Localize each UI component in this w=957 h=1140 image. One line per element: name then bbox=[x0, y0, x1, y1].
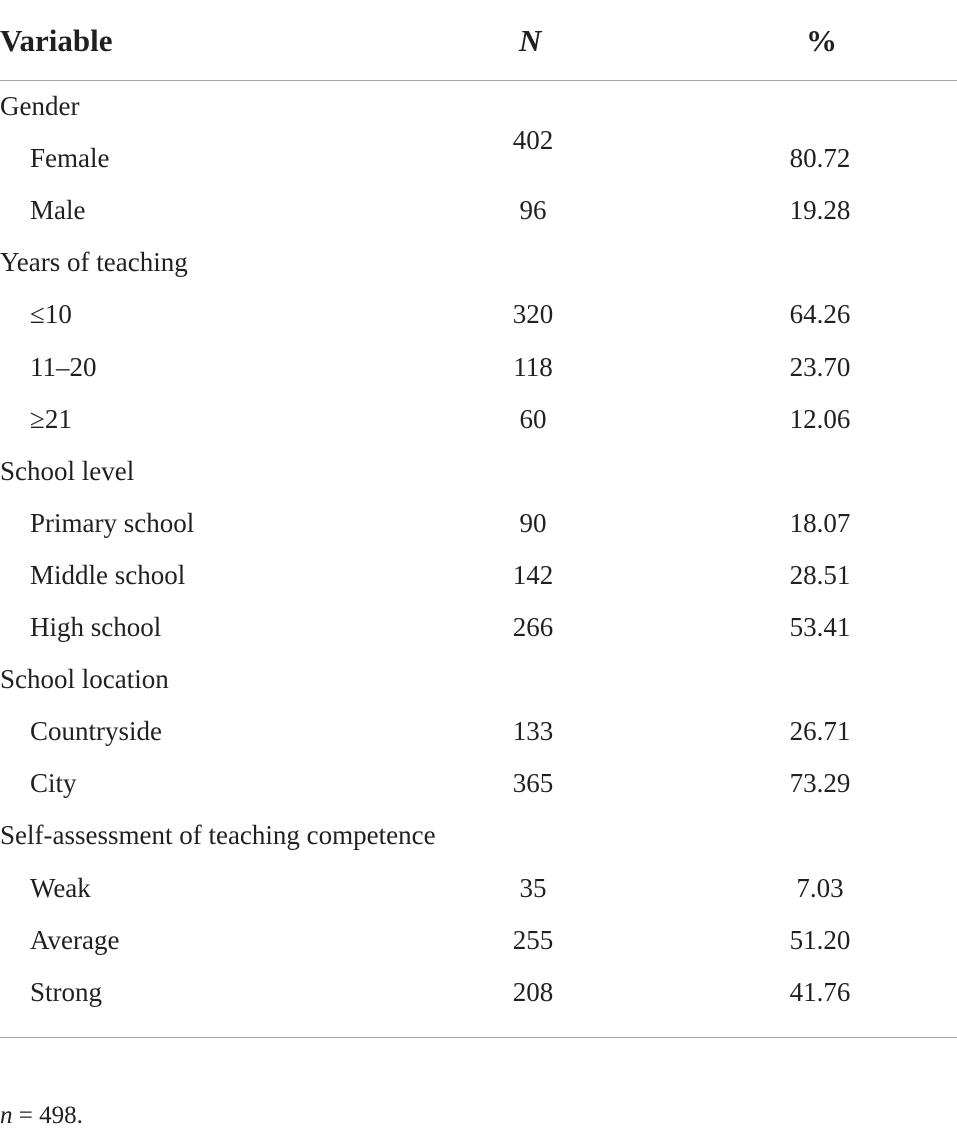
row-label: High school bbox=[30, 612, 162, 642]
row-label: 11–20 bbox=[30, 351, 97, 382]
row-n-value: 320 bbox=[512, 299, 554, 330]
row-percent-value: 18.07 bbox=[789, 507, 851, 538]
table-group-row bbox=[0, 653, 957, 705]
table-header bbox=[0, 0, 957, 81]
header-percent: % bbox=[806, 23, 837, 58]
row-label: Self-assessment of teaching competence bbox=[0, 820, 436, 851]
row-percent-value: 12.06 bbox=[789, 403, 851, 434]
row-n-value: 365 bbox=[512, 768, 554, 799]
table-bottom-rule bbox=[0, 1037, 957, 1038]
table-footnote bbox=[0, 1099, 83, 1133]
row-n-value: 133 bbox=[512, 716, 554, 747]
table-group-row bbox=[0, 236, 957, 288]
row-percent-value: 19.28 bbox=[789, 195, 851, 226]
table-row bbox=[0, 757, 957, 809]
row-label: ≥21 bbox=[30, 403, 72, 434]
row-n-value: 90 bbox=[519, 507, 547, 538]
table-row bbox=[0, 125, 957, 184]
row-n-value: 402 bbox=[512, 125, 554, 156]
row-percent-value: 53.41 bbox=[789, 612, 851, 642]
table-group-row bbox=[0, 80, 957, 132]
row-percent-value: 73.29 bbox=[789, 768, 851, 799]
row-percent-value: 23.70 bbox=[789, 351, 851, 382]
row-label: Primary school bbox=[30, 507, 195, 538]
row-percent-value: 41.76 bbox=[789, 976, 851, 1007]
row-n-value: 60 bbox=[519, 403, 547, 434]
row-percent-value: 28.51 bbox=[789, 559, 851, 590]
row-label: Countryside bbox=[30, 716, 162, 747]
row-label: School location bbox=[0, 664, 169, 695]
table-row bbox=[0, 914, 957, 966]
row-label: Strong bbox=[30, 976, 103, 1007]
header-variable: Variable bbox=[0, 23, 113, 58]
table-row bbox=[0, 288, 957, 340]
table-row bbox=[0, 393, 957, 445]
row-label: Average bbox=[30, 924, 120, 955]
table-row bbox=[0, 549, 957, 601]
row-percent-value: 51.20 bbox=[789, 924, 851, 955]
table-row bbox=[0, 862, 957, 914]
table-row bbox=[0, 497, 957, 549]
row-label: Weak bbox=[30, 872, 91, 903]
row-percent-value: 26.71 bbox=[789, 716, 851, 747]
table-row bbox=[0, 601, 957, 653]
row-n-value: 142 bbox=[512, 559, 554, 590]
row-label: Middle school bbox=[30, 559, 186, 590]
row-n-value: 118 bbox=[513, 351, 553, 382]
table-row bbox=[0, 705, 957, 757]
row-label: City bbox=[30, 768, 77, 799]
row-percent-value: 80.72 bbox=[789, 143, 851, 174]
table-group-row bbox=[0, 445, 957, 497]
row-percent-value: 7.03 bbox=[796, 872, 844, 903]
row-label: Male bbox=[30, 195, 86, 226]
row-n-value: 266 bbox=[512, 612, 554, 642]
row-label: Female bbox=[30, 143, 110, 174]
row-n-value: 255 bbox=[512, 924, 554, 955]
table-row bbox=[0, 966, 957, 1018]
row-label: Gender bbox=[0, 91, 80, 121]
table-row bbox=[0, 184, 957, 236]
row-n-value: 96 bbox=[519, 195, 547, 226]
row-label: Years of teaching bbox=[0, 247, 188, 278]
header-n: N bbox=[519, 23, 542, 58]
row-n-value: 35 bbox=[519, 872, 547, 903]
row-percent-value: 64.26 bbox=[789, 299, 851, 330]
table-group-row bbox=[0, 809, 957, 861]
row-label: School level bbox=[0, 455, 135, 486]
table-row bbox=[0, 341, 957, 393]
footnote-symbol: n bbox=[0, 1102, 13, 1129]
row-label: ≤10 bbox=[30, 299, 72, 330]
row-n-value: 208 bbox=[512, 976, 554, 1007]
footnote-text: = 498. bbox=[12, 1102, 83, 1129]
